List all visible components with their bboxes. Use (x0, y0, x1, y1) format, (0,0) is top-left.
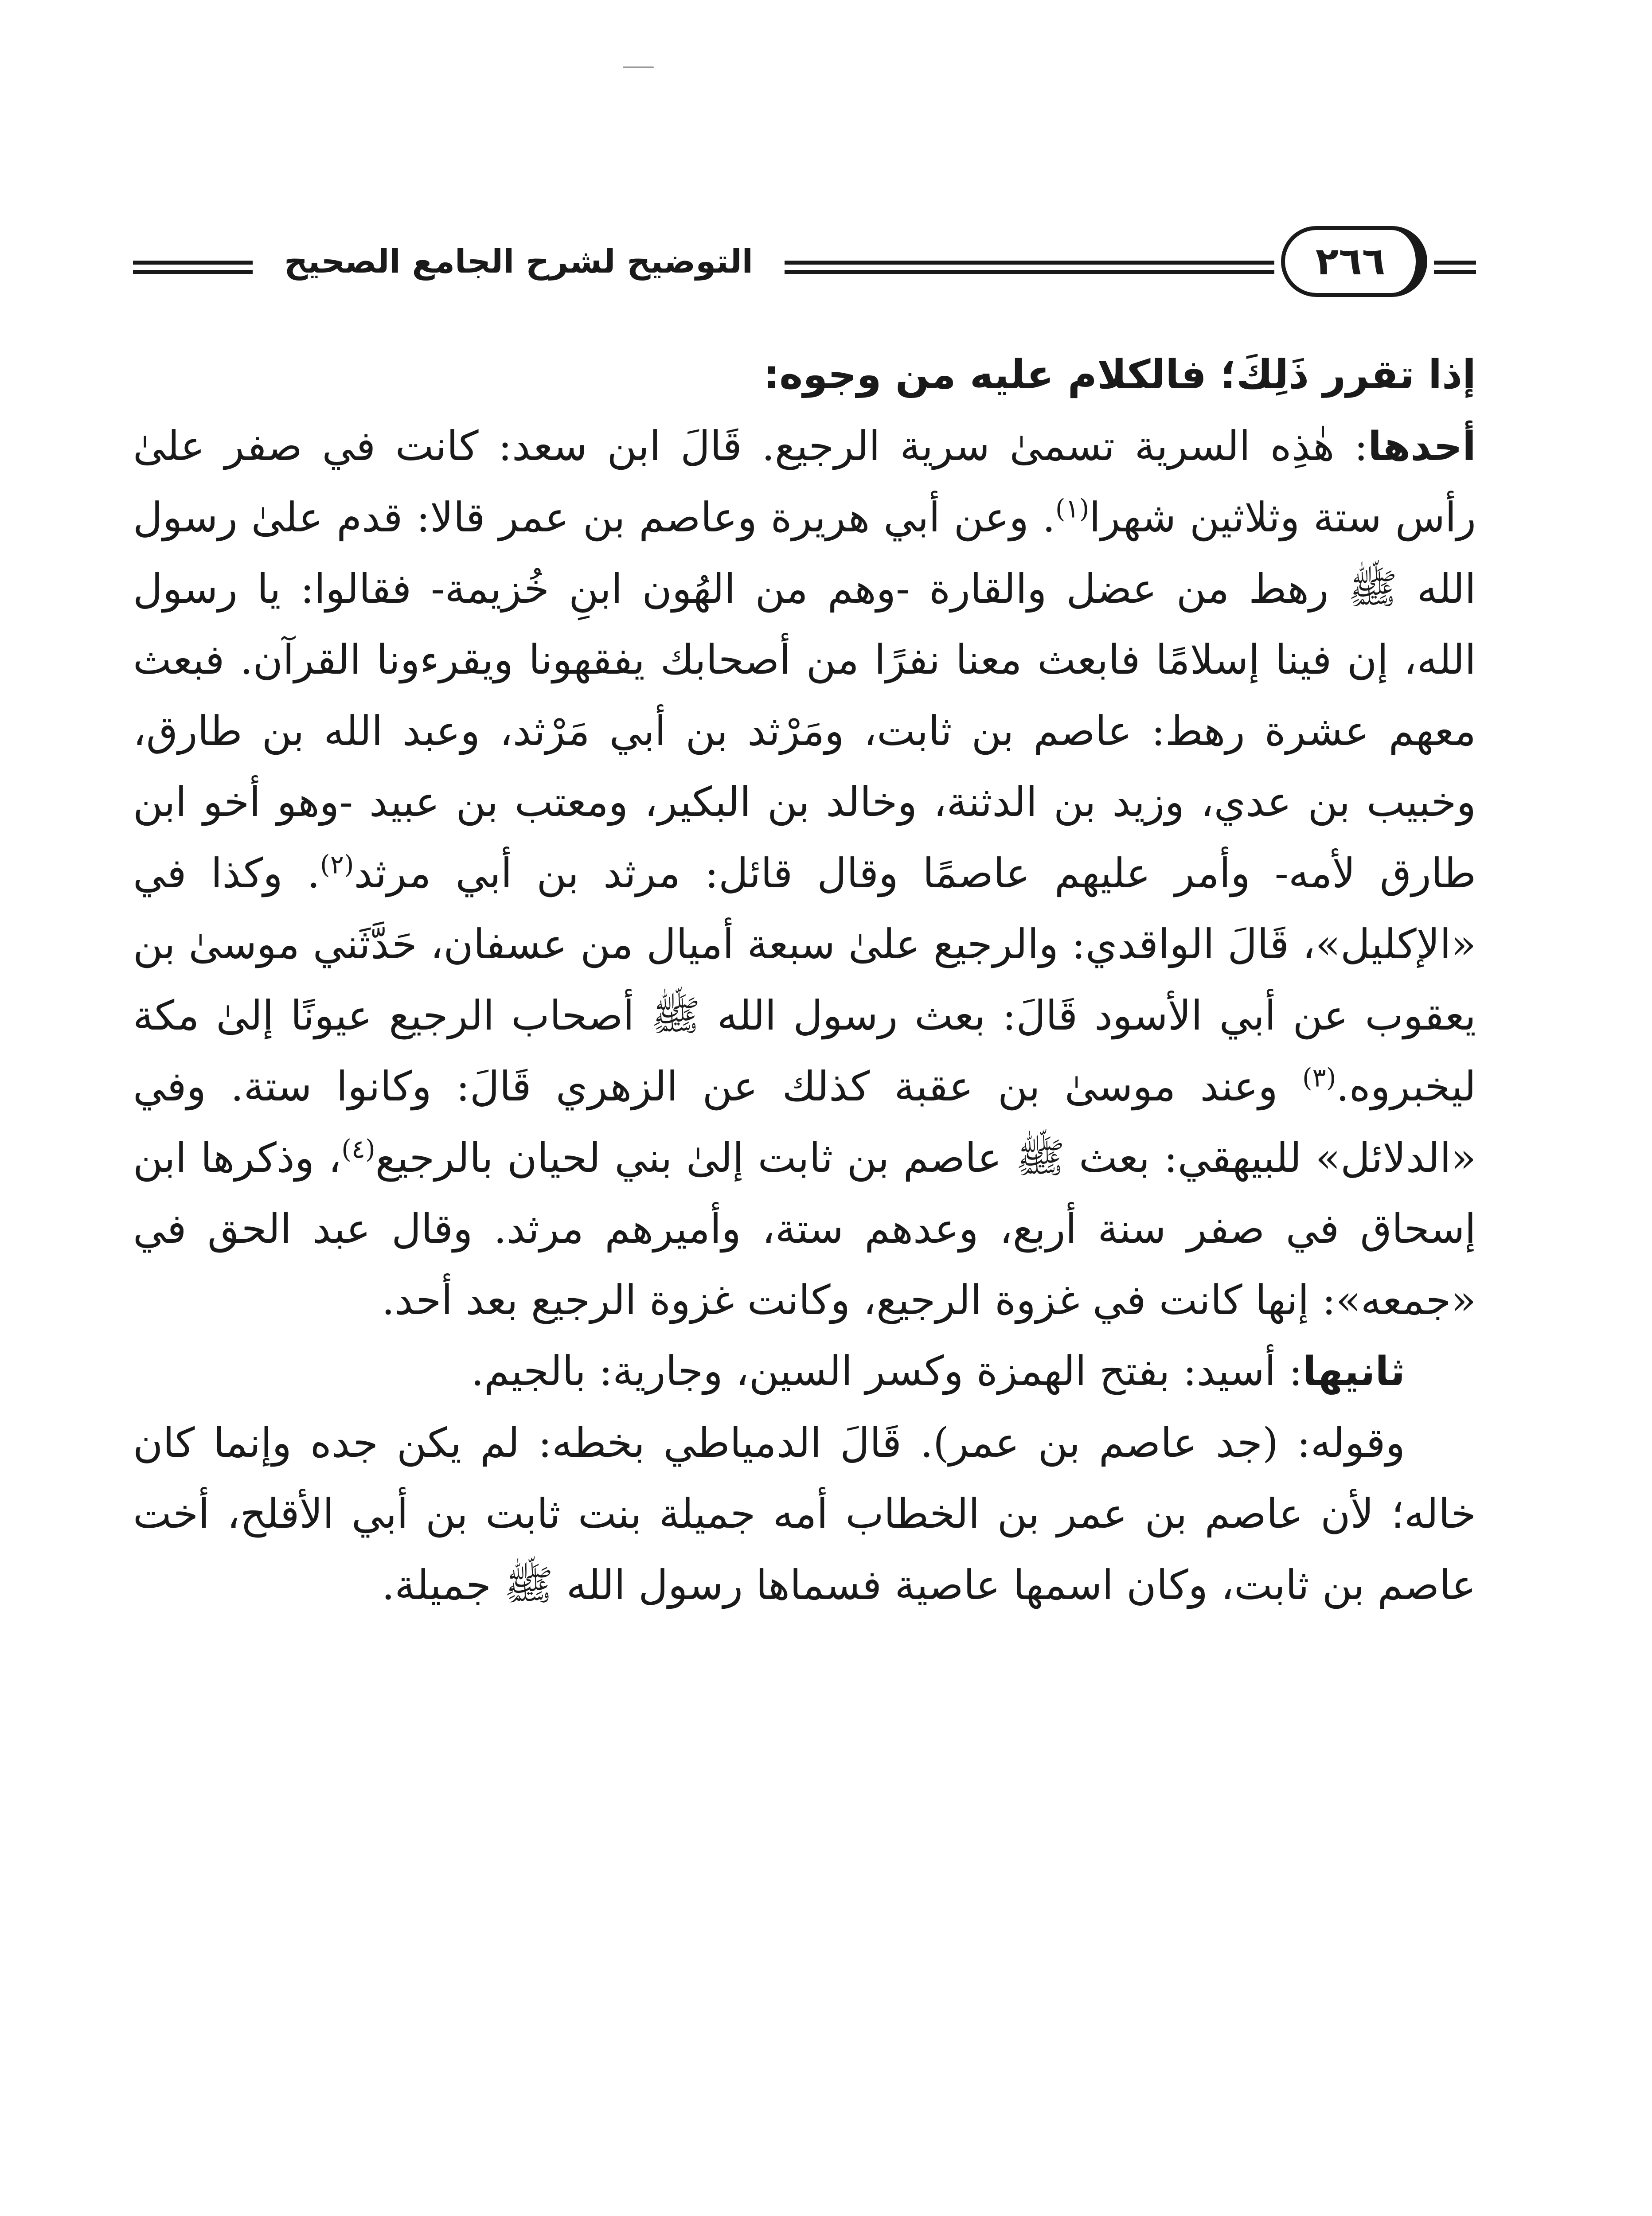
paragraph-text: : أسيد: بفتح الهمزة وكسر السين، وجارية: بالجيم. (471, 1347, 1303, 1395)
page-number-frame (1281, 226, 1427, 297)
main-text (133, 339, 1476, 1621)
paragraph-first-aspect (133, 411, 1476, 1336)
footnote-ref-1: (١) (1055, 493, 1090, 524)
scan-mark (623, 66, 654, 68)
footnote-ref-3: (٣) (1302, 1062, 1336, 1093)
intro-heading: إذا تقرر ذَلِكَ؛ فالكلام عليه من وجوه: (763, 351, 1476, 398)
header-rule-left (133, 261, 253, 265)
header-rule-middle (785, 261, 1274, 265)
paragraph-text: وقوله: (جد عاصم بن عمر). قَالَ الدمياطي بخطه: لم يكن جده وإنما كان خاله؛ لأن عاصم بن عمر بن الخطاب أمه جميلة بنت ثابت بن أبي الأقلح، أخت عاصم بن ثابت، وكان اسمها عاصية فسماها رسول الله ﷺ جميلة. (133, 1419, 1476, 1609)
section-intro (133, 339, 1476, 411)
page-number: ٢٦٦ (1315, 239, 1386, 284)
header-rule-right (1434, 261, 1476, 265)
footnote-ref-2: (٢) (320, 849, 354, 879)
paragraph-text: ، وذكرها ابن إسحاق في صفر سنة أربع، وعدهم ستة، وأميرهم مرثد. وقال عبد الحق في «جمعه»: إنها كانت في غزوة الرجيع، وكانت غزوة الرجيع بعد أحد. (133, 1134, 1476, 1324)
paragraph-text: وعند موسىٰ بن عقبة كذلك عن الزهري قَالَ: وكانوا ستة. وفي «الدلائل» للبيهقي: بعث ﷺ عاصم بن ثابت إلىٰ بني لحيان بالرجيع (133, 1063, 1476, 1182)
footnote-ref-4: (٤) (341, 1133, 375, 1164)
paragraph-text: . وعن أبي هريرة وعاصم بن عمر قالا: قدم علىٰ رسول الله ﷺ رهط من عضل والقارة -وهم من الهُون ابنِ خُزيمة- فقالوا: يا رسول الله، إن فينا إسلامًا فابعث معنا نفرًا من أصحابك يفقهونا ويقرءونا القرآن. فبعث معهم عشرة رهط: عاصم بن ثابت، ومَرْثد بن أبي مَرْثد، وعبد الله بن طارق، وخبيب بن عدي، وزيد بن الدثنة، وخالد بن البكير، ومعتب بن عبيد -وهو أخو ابن طارق لأمه- وأمر عليهم عاصمًا وقال قائل: مرثد بن أبي مرثد (133, 494, 1476, 897)
second-aspect-label: ثانيها (1302, 1348, 1405, 1395)
paragraph-text: : هٰذِه السرية تسمىٰ سرية الرجيع. قَالَ ابن سعد: كانت في صفر علىٰ رأس ستة وثلاثين شهرا (133, 422, 1476, 541)
paragraph-second-aspect (133, 1336, 1476, 1408)
running-header (133, 222, 1476, 310)
running-title: التوضيح لشرح الجامع الصحيح (284, 242, 754, 281)
paragraph-text: . وكذا في «الإكليل»، قَالَ الواقدي: والرجيع علىٰ سبعة أميال من عسفان، حَدَّثَني موسىٰ بن يعقوب عن أبي الأسود قَالَ: بعث رسول الله ﷺ أصحاب الرجيع عيونًا إلىٰ مكة ليخبروه. (133, 849, 1476, 1110)
first-aspect-label: أحدها (1368, 423, 1476, 470)
paragraph-third (133, 1408, 1476, 1621)
